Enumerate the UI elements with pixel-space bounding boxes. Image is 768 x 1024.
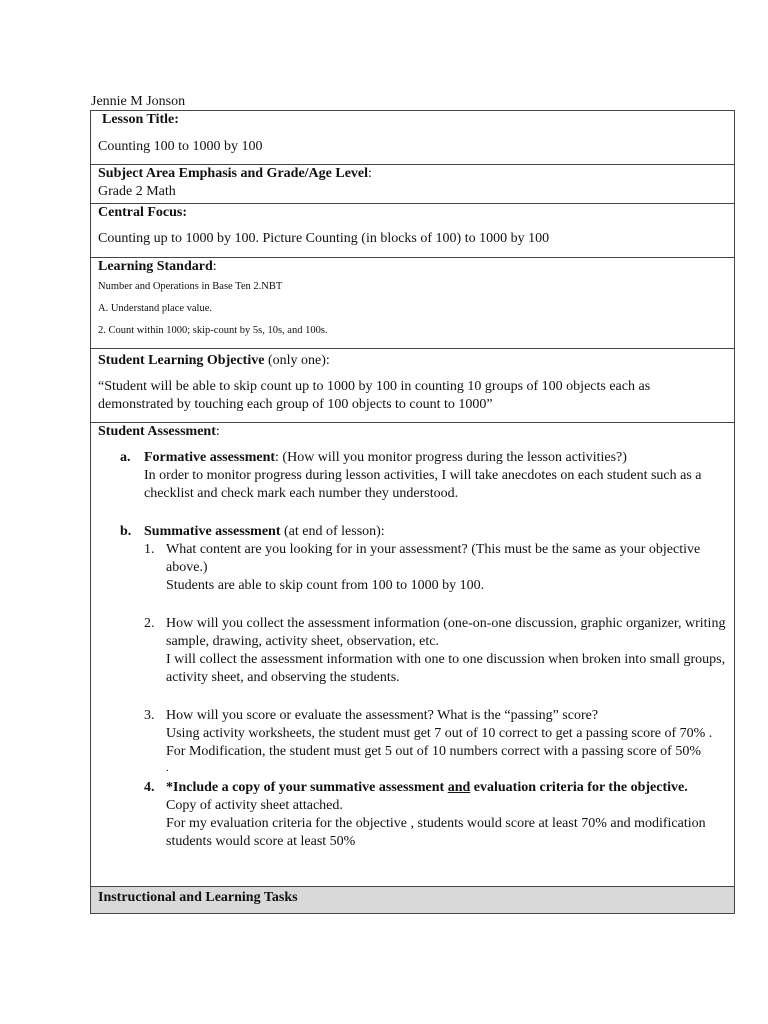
objective-cell bbox=[91, 349, 735, 423]
standard-line: 2. Count within 1000; skip-count by 5s, 10s, and 100s. bbox=[98, 325, 328, 336]
objective-row bbox=[91, 349, 735, 423]
subject-label: Subject Area Emphasis and Grade/Age Level bbox=[98, 166, 369, 181]
summative-item-number: 4. bbox=[144, 780, 155, 795]
objective-label: Student Learning Objective bbox=[98, 353, 265, 368]
summative-item bbox=[144, 707, 727, 775]
formative-label: Formative assessment bbox=[144, 450, 276, 465]
item4-underlined: and bbox=[447, 780, 471, 795]
instructional-cell bbox=[91, 887, 735, 914]
formative-marker: a. bbox=[120, 450, 131, 465]
objective-value: “Student will be able to skip count up to 1000 by 100 in counting 10 groups of 100 objects each as demonstrated by touching each group of 100 objects to count to 1000” bbox=[98, 379, 651, 412]
summative-item-trailing: . bbox=[166, 762, 169, 774]
assessment-cell bbox=[91, 423, 735, 887]
author-name: Jennie M Jonson bbox=[91, 94, 186, 109]
item4-line: Copy of activity sheet attached. bbox=[166, 798, 343, 813]
lesson-title-value: Counting 100 to 1000 by 100 bbox=[98, 139, 263, 154]
summative-label: Summative assessment bbox=[144, 524, 281, 539]
learning-standard-row bbox=[91, 258, 735, 349]
central-focus-row bbox=[91, 204, 735, 258]
lesson-title-label: Lesson Title: bbox=[102, 112, 179, 127]
summative-item-answer: Students are able to skip count from 100 to 1000 by 100. bbox=[166, 578, 485, 593]
central-focus-value: Counting up to 1000 by 100. Picture Counting (in blocks of 100) to 1000 by 100 bbox=[98, 231, 550, 246]
summative-item-4 bbox=[144, 779, 727, 851]
summative-item-question: How will you collect the assessment information (one-on-one discussion, graphic organizer, writing sample, drawing, activity sheet, observation, etc. bbox=[166, 616, 726, 649]
summative-item bbox=[144, 615, 727, 687]
summative-marker: b. bbox=[120, 524, 132, 539]
summative-item bbox=[144, 541, 727, 595]
item4-line: For my evaluation criteria for the objective , students would score at least 70% and modification students would score at least 50% bbox=[166, 816, 706, 849]
learning-standard-colon: : bbox=[212, 259, 217, 274]
learning-standard-cell bbox=[91, 258, 735, 349]
subject-colon: : bbox=[368, 166, 372, 181]
summative-item-number: 2. bbox=[144, 616, 155, 631]
central-focus-label: Central Focus: bbox=[98, 205, 188, 220]
formative-section bbox=[98, 449, 727, 503]
lesson-title-row bbox=[91, 111, 735, 165]
central-focus-cell bbox=[91, 204, 735, 258]
summative-item-question: How will you score or evaluate the assessment? What is the “passing” score? bbox=[166, 708, 599, 723]
summative-item-answer: Using activity worksheets, the student must get 7 out of 10 correct to get a passing score of 70% . For Modification, the student must get 5 out of 10 numbers correct with a passing score of 50% bbox=[166, 726, 713, 759]
standard-line: Number and Operations in Base Ten 2.NBT bbox=[98, 281, 283, 292]
assessment-row bbox=[91, 423, 735, 887]
assessment-colon: : bbox=[215, 424, 220, 439]
assessment-label: Student Assessment bbox=[98, 424, 216, 439]
lesson-title-cell bbox=[91, 111, 735, 165]
subject-row bbox=[91, 165, 735, 204]
formative-answer: In order to monitor progress during lesson activities, I will take anecdotes on each student such as a checklist and check mark each number they understood. bbox=[144, 468, 702, 501]
summative-section bbox=[98, 523, 727, 851]
standard-line: A. Understand place value. bbox=[98, 303, 212, 314]
summative-item-number: 1. bbox=[144, 542, 155, 557]
item4-text: *Include a copy of your summative assessment bbox=[166, 780, 448, 795]
instructional-label: Instructional and Learning Tasks bbox=[98, 890, 298, 905]
summative-item-question: What content are you looking for in your assessment? (This must be the same as your objective above.) bbox=[166, 542, 701, 575]
learning-standard-label: Learning Standard bbox=[98, 259, 213, 274]
lesson-plan-table bbox=[90, 110, 735, 914]
subject-cell bbox=[91, 165, 735, 204]
subject-value: Grade 2 Math bbox=[98, 184, 176, 199]
objective-suffix: (only one): bbox=[264, 353, 330, 368]
summative-item-answer: I will collect the assessment information with one to one discussion when broken into small groups, activity sheet, and observing the students. bbox=[166, 652, 726, 685]
instructional-row bbox=[91, 887, 735, 914]
formative-question: : (How will you monitor progress during the lesson activities?) bbox=[275, 450, 627, 465]
summative-suffix: (at end of lesson): bbox=[280, 524, 385, 539]
summative-item-number: 3. bbox=[144, 708, 155, 723]
item4-text: evaluation criteria for the objective. bbox=[470, 780, 688, 795]
